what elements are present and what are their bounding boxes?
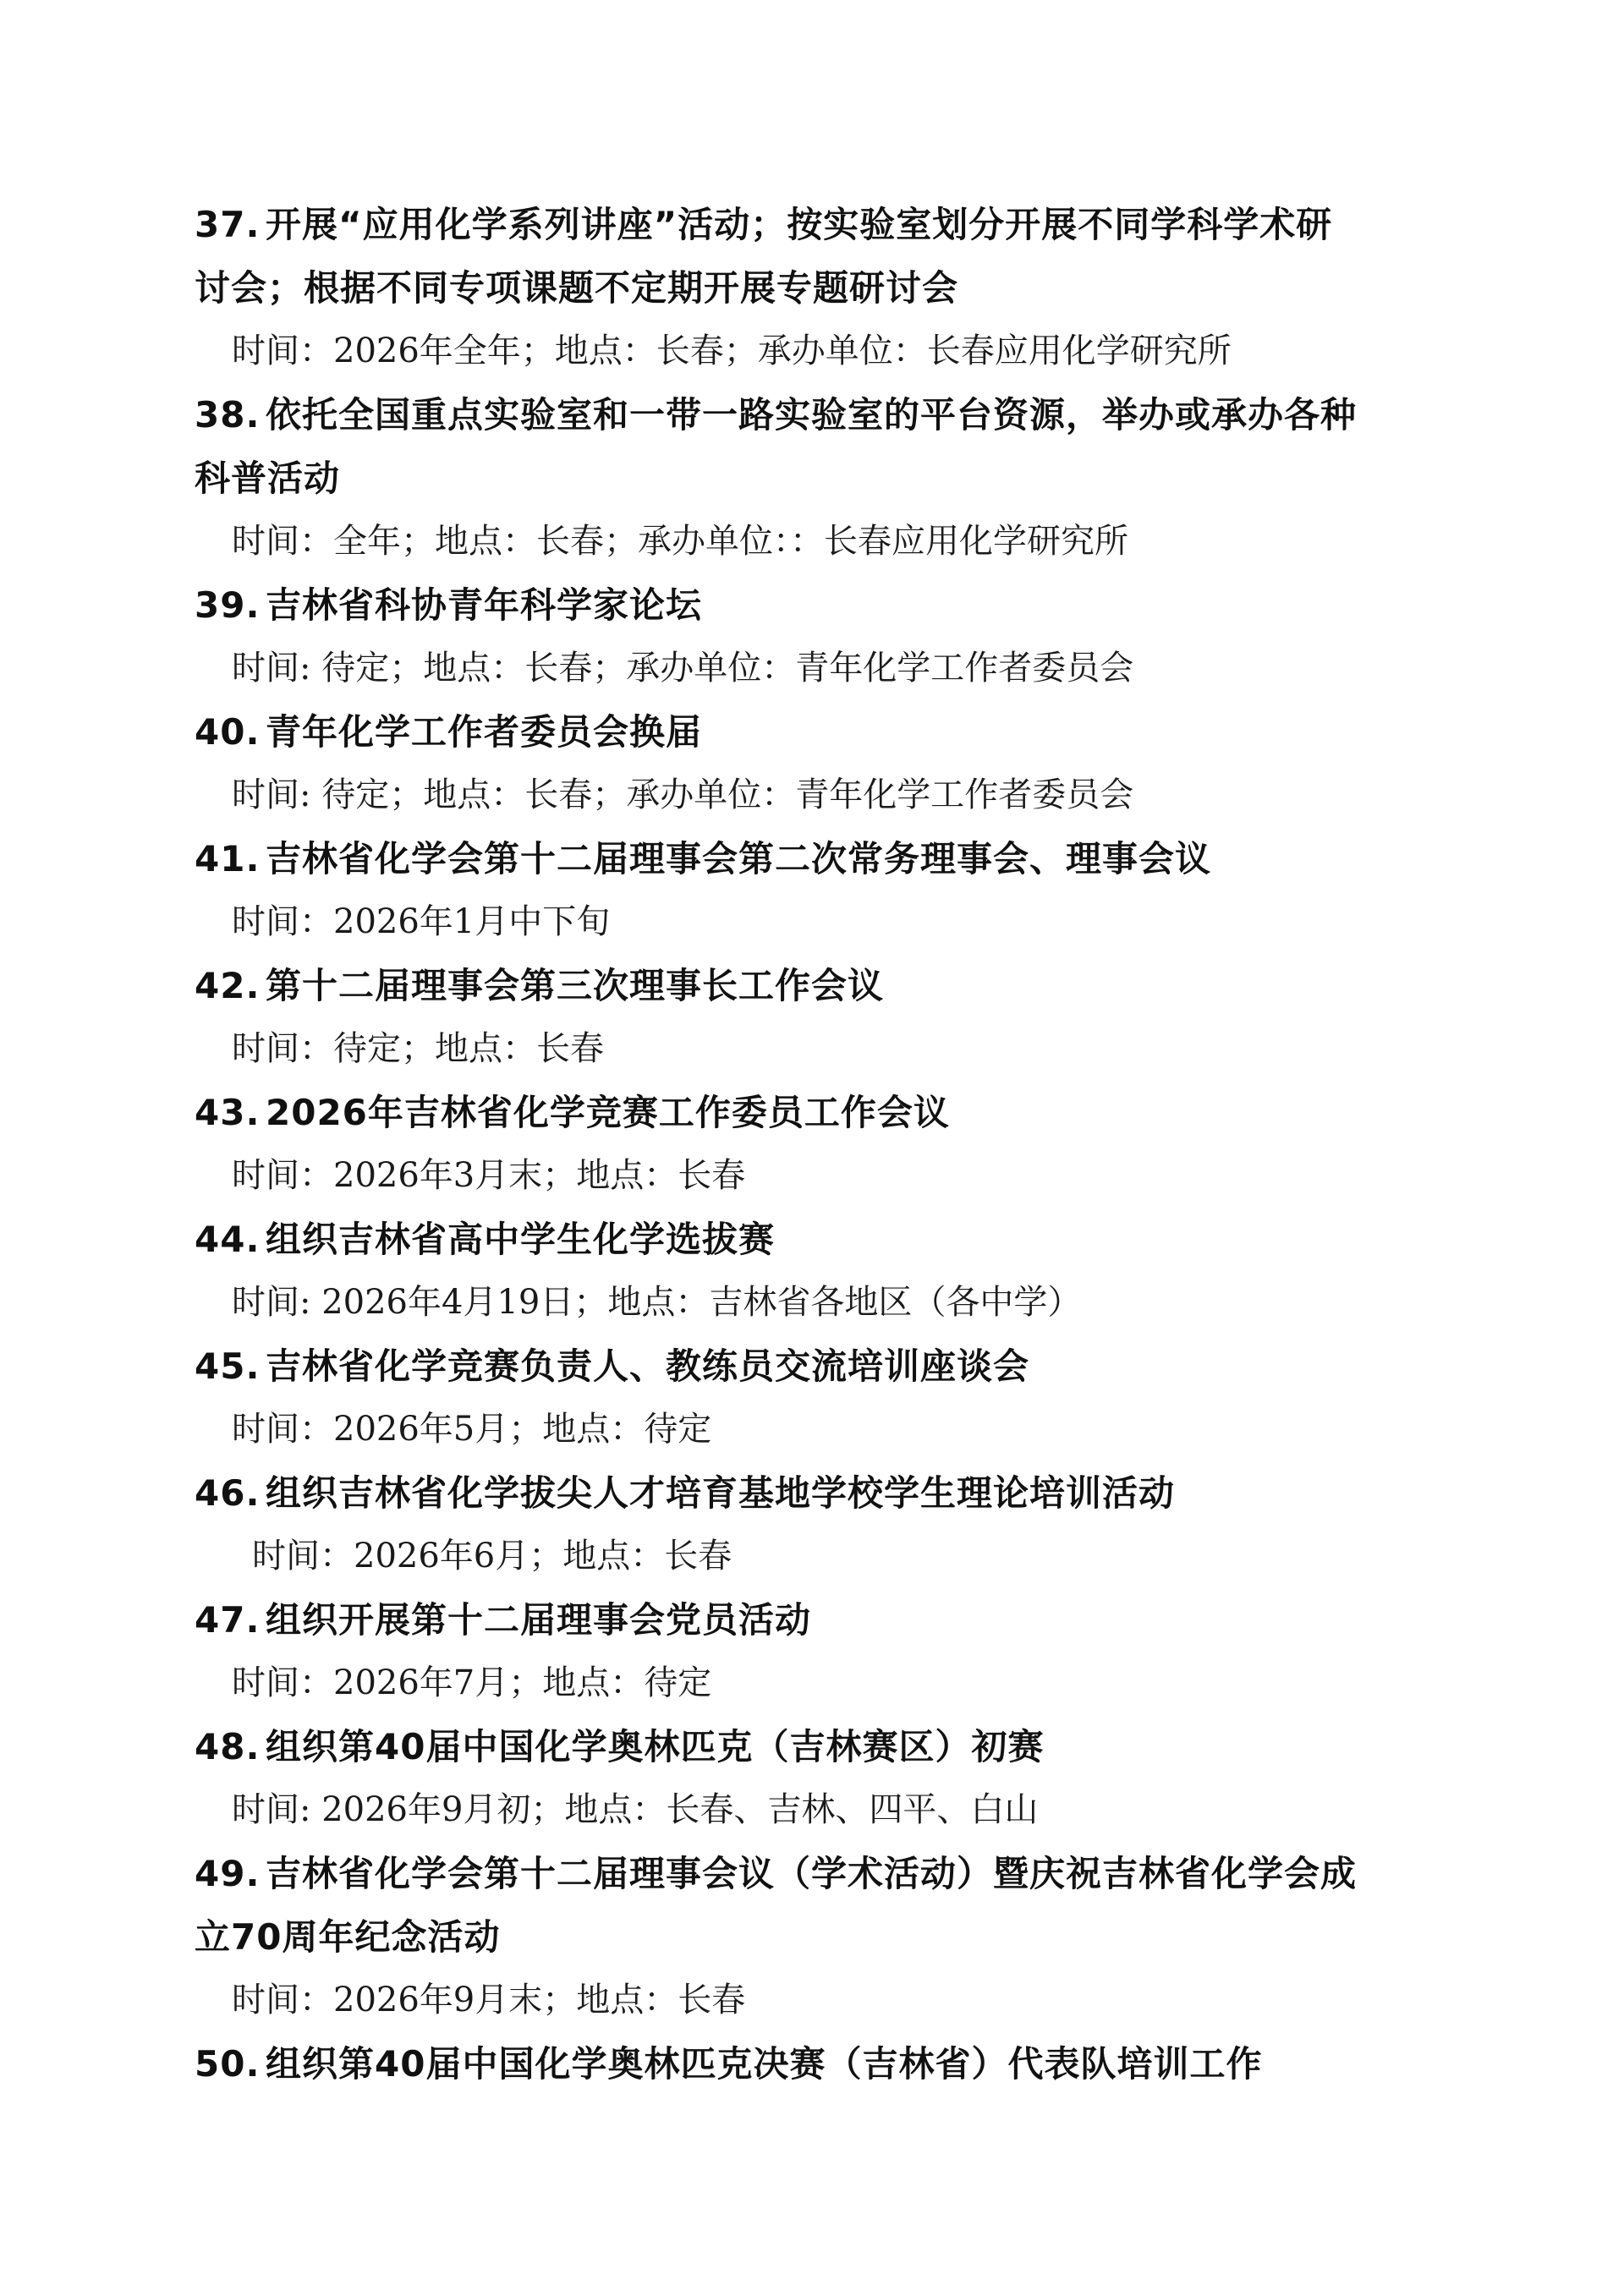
- item-number: 48.: [195, 1726, 261, 1767]
- item-detail: 时间: 2026年4月19日；地点：吉林省各地区（各中学）: [232, 1283, 1082, 1322]
- item-detail: 时间：2026年5月；地点：待定: [232, 1410, 712, 1449]
- item-heading: [195, 573, 1438, 637]
- list-item-45: [195, 1334, 1438, 1461]
- item-title: 吉林省科协青年科学家论坛: [266, 584, 703, 626]
- item-heading: [195, 700, 1438, 764]
- item-number: 44.: [195, 1219, 261, 1260]
- list-item-46: [195, 1461, 1438, 1588]
- item-heading: [195, 827, 1438, 890]
- item-detail: 时间：2026年全年；地点：长春；承办单位：长春应用化学研究所: [232, 332, 1232, 370]
- item-number: 40.: [195, 711, 261, 753]
- item-heading: [195, 1715, 1438, 1778]
- item-number: 42.: [195, 965, 261, 1006]
- item-heading: [195, 1208, 1438, 1271]
- list-item-43: [195, 1081, 1438, 1208]
- item-heading: [195, 2032, 1438, 2096]
- list-item-39: [195, 573, 1438, 700]
- item-title: 组织吉林省高中学生化学选拔赛: [266, 1219, 776, 1260]
- item-detail: 时间: 2026年9月初；地点：长春、吉林、四平、白山: [232, 1790, 1039, 1829]
- item-title: 组织第40届中国化学奥林匹克决赛（吉林省）代表队培训工作: [266, 2043, 1263, 2085]
- list-item-40: [195, 700, 1438, 827]
- item-heading: [195, 954, 1438, 1017]
- list-item-44: [195, 1208, 1438, 1334]
- item-number: 37.: [195, 204, 261, 245]
- item-detail: 时间：2026年9月末；地点：长春: [232, 1981, 746, 2019]
- list-item-38: [195, 383, 1438, 573]
- activity-list: [195, 193, 1438, 2096]
- item-title: 青年化学工作者委员会换届: [266, 711, 703, 753]
- item-heading-continuation: 科普活动: [195, 458, 341, 499]
- item-title: 2026年吉林省化学竞赛工作委员工作会议: [266, 1092, 950, 1133]
- item-detail: 时间：2026年6月；地点：长春: [252, 1537, 732, 1575]
- item-detail: 时间：全年；地点：长春；承办单位：：长春应用化学研究所: [232, 522, 1128, 561]
- list-item-42: [195, 954, 1438, 1081]
- item-heading-continuation: 立70周年纪念活动: [195, 1916, 501, 1958]
- list-item-48: [195, 1715, 1438, 1842]
- item-title: 吉林省化学会第十二届理事会第二次常务理事会、理事会议: [266, 838, 1212, 879]
- item-detail: 时间: 待定；地点：长春；承办单位：青年化学工作者委员会: [232, 649, 1134, 688]
- item-title: 第十二届理事会第三次理事长工作会议: [266, 965, 885, 1006]
- item-title: 组织吉林省化学拔尖人才培育基地学校学生理论培训活动: [266, 1472, 1176, 1514]
- item-number: 41.: [195, 838, 261, 879]
- item-number: 39.: [195, 584, 261, 626]
- item-heading: [195, 1334, 1438, 1398]
- item-number: 38.: [195, 394, 261, 436]
- item-heading: [195, 1461, 1438, 1525]
- item-number: 46.: [195, 1472, 261, 1514]
- item-heading: [195, 1081, 1438, 1144]
- list-item-37: [195, 193, 1438, 383]
- item-heading: [195, 193, 1438, 256]
- item-heading: [195, 1588, 1438, 1652]
- item-title-line1: 吉林省化学会第十二届理事会议（学术活动）暨庆祝吉林省化学会成: [266, 1853, 1358, 1894]
- list-item-50: [195, 2032, 1438, 2096]
- item-number: 49.: [195, 1853, 261, 1894]
- item-title: 组织开展第十二届理事会党员活动: [266, 1599, 812, 1641]
- item-detail: 时间: 待定；地点：长春；承办单位：青年化学工作者委员会: [232, 775, 1134, 814]
- item-heading: [195, 383, 1438, 447]
- item-number: 43.: [195, 1092, 261, 1133]
- item-title-line1: 依托全国重点实验室和一带一路实验室的平台资源，举办或承办各种: [266, 394, 1358, 436]
- list-item-47: [195, 1588, 1438, 1715]
- item-detail: 时间：2026年7月；地点：待定: [232, 1663, 712, 1702]
- item-detail: 时间：2026年1月中下旬: [232, 902, 611, 941]
- item-detail: 时间：待定；地点：长春: [232, 1029, 604, 1068]
- item-title: 吉林省化学竞赛负责人、教练员交流培训座谈会: [266, 1345, 1030, 1387]
- item-number: 47.: [195, 1599, 261, 1641]
- item-number: 50.: [195, 2043, 261, 2085]
- item-number: 45.: [195, 1345, 261, 1387]
- list-item-49: [195, 1842, 1438, 2032]
- item-title-line1: 开展“应用化学系列讲座”活动；按实验室划分开展不同学科学术研: [266, 204, 1333, 245]
- item-detail: 时间：2026年3月末；地点：长春: [232, 1156, 746, 1195]
- item-heading: [195, 1842, 1438, 1905]
- item-title: 组织第40届中国化学奥林匹克（吉林赛区）初赛: [266, 1726, 1045, 1767]
- list-item-41: [195, 827, 1438, 954]
- item-heading-continuation: 讨会；根据不同专项课题不定期开展专题研讨会: [195, 267, 959, 309]
